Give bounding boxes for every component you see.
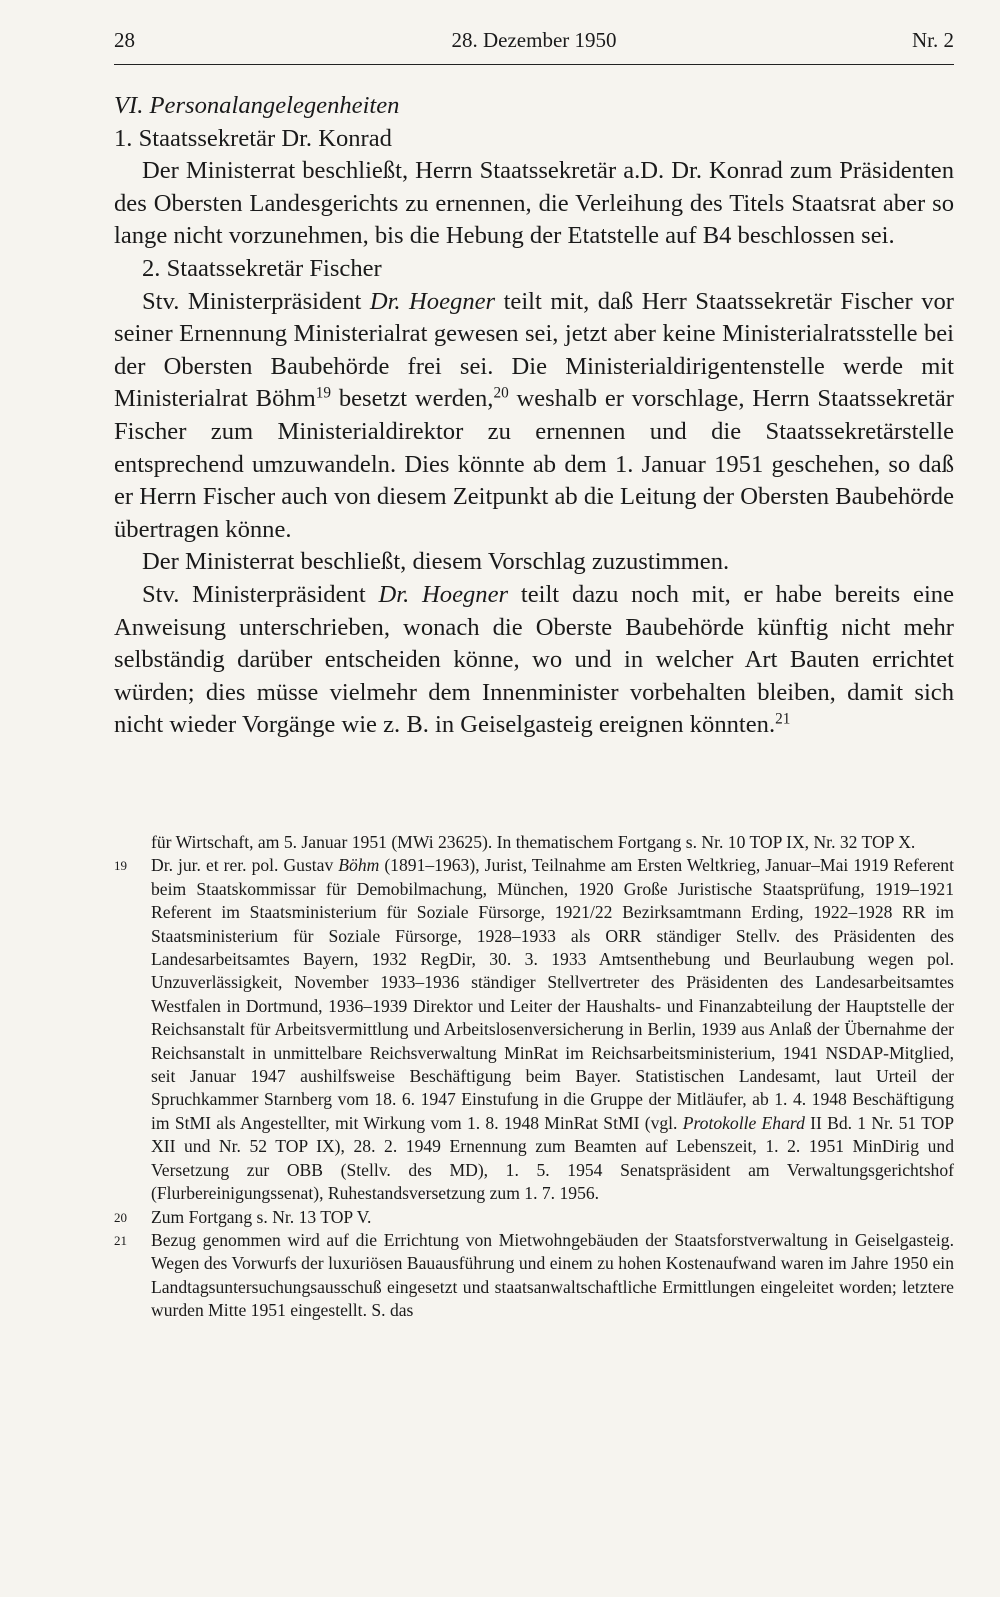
- person-name: Böhm: [338, 855, 380, 876]
- text-run: Dr. jur. et rer. pol. Gustav: [151, 855, 339, 876]
- reference-title: Protokolle Ehard: [682, 1112, 805, 1133]
- text-run: II Bd. 1 Nr. 51 TOP XII und Nr. 52 TOP IX), 28. 2. 1949 Ernennung zum Beamten auf Lebenszeit, 1. 2. 1951 MinDirig und Versetzung zur OBB (Stellv. des MD), 1. 5. 1954 Senatspräsident am Verwaltungsgerichtshof (Flurbereinigungssenat), Ruhestandsversetzung zum 1. 7. 1956.: [151, 1112, 955, 1204]
- text-run: (1891–1963), Jurist, Teilnahme am Ersten Weltkrieg, Januar–Mai 1919 Referent beim Staatskommissar für Demobilmachung, München, 1920 Große Juristische Staatsprüfung, 1919–1921 Referent im Staatsministerium für Soziale Fürsorge, 1921/22 Bezirksamtmann Erding, 1922–1928 RR im Staatsministerium für Soziale Fürsorge, 1928–1933 als ORR ständiger Stellv. des Präsidenten des Landesarbeitsamtes Bayern, 1932 RegDir, 30. 3. 1933 Amtsenthebung und Beurlaubung wegen pol. Unzuverlässigkeit, November 1933–1936 ständiger Stellvertreter des Präsidenten des Landesarbeitsamtes Westfalen in Dortmund, 1936–1939 Direktor und Leiter der Haushalts- und Finanzabteilung der Hauptstelle der Reichsanstalt für Arbeitsvermittlung und Arbeitslosenversicherung in Berlin, 1939 aus Anlaß der Übernahme der Reichsanstalt in unmittelbare Reichsverwaltung MinRat im Reichsarbeitsministerium, 1941 NSDAP-Mitglied, seit Januar 1947 aushilfsweise Beschäftigung beim Bayer. Statistischen Landesamt, laut Urteil der Spruchkammer Starnberg vom 18. 6. 1947 Einstufung in die Gruppe der Mitläufer, ab 1. 4. 1948 Beschäftigung im StMI als Angestellter, mit Wirkung vom 1. 8. 1948 MinRat StMI (vgl.: [151, 855, 954, 1133]
- text-run: teilt dazu noch mit, er habe bereits eine Anweisung unterschrieben, wonach die Oberste Baubehörde künftig nicht mehr selbständig darüber entscheiden könne, wo und in welcher Art Bauten errichtet würden; dies müsse vielmehr dem Innenminister vorbehalten bleiben, damit sich nicht wieder Vorgänge wie z. B. in Geiselgasteig ereignen könnten.: [114, 580, 954, 739]
- footnote-number: 20: [114, 1209, 127, 1225]
- footnotes: [114, 831, 954, 1323]
- text-run: Bezug genommen wird auf die Errichtung von Mietwohngebäuden der Staatsforstverwaltung in Geiselgasteig. Wegen des Vorwurfs der luxuriösen Bauausführung und einem zu hohen Kostenaufwand waren im Jahre 1950 ein Landtagsuntersuchungsausschuß eingesetzt und staatsanwaltschaftliche Ermittlungen eingeleitet worden; letztere wurden Mitte 1951 eingestellt. S. das: [151, 1229, 954, 1321]
- item-title: 1. Staatssekretär Dr. Konrad: [114, 124, 392, 152]
- footnote: [114, 1229, 954, 1323]
- text-run: besetzt werden,: [331, 385, 494, 413]
- person-name: Dr. Hoegner: [378, 580, 509, 608]
- paragraph: [114, 286, 954, 547]
- person-name: Dr. Hoegner: [369, 287, 496, 315]
- header-date: 28. Dezember 1950: [451, 28, 617, 52]
- paragraph: Der Ministerrat beschließt, Herrn Staatssekretär a.D. Dr. Konrad zum Präsidenten des Obersten Landesgerichts zu ernennen, die Verleihung des Titels Staatsrat aber so lange nicht vorzunehmen, bis die Hebung der Etatstelle auf B4 beschlossen sei.: [114, 157, 954, 250]
- footnote-continued: für Wirtschaft, am 5. Januar 1951 (MWi 23625). In thematischem Fortgang s. Nr. 10 TOP IX, Nr. 32 TOP X.: [151, 832, 916, 852]
- footnote: [114, 1206, 954, 1229]
- main-text: [114, 90, 954, 742]
- item-title: 2. Staatssekretär Fischer: [142, 254, 382, 282]
- text-run: Stv. Ministerpräsident: [142, 580, 379, 608]
- footnote-number: 19: [114, 858, 127, 874]
- footnote-ref[interactable]: 21: [775, 710, 791, 728]
- running-header: [114, 28, 954, 64]
- paragraph: Der Ministerrat beschließt, diesem Vorschlag zuzustimmen.: [142, 548, 730, 576]
- footnote-ref[interactable]: 19: [315, 384, 332, 402]
- header-rule: [114, 64, 954, 65]
- footnote-ref[interactable]: 20: [493, 384, 509, 402]
- text-run: weshalb er vorschlage, Herrn Staatssekretär Fischer zum Ministerialdirektor zu ernennen und die Staatssekretärstelle entsprechend umzuwandeln. Dies könnte ab dem 1. Januar 1951 geschehen, so daß er Herrn Fischer auch von diesem Zeitpunkt ab die Leitung der Obersten Baubehörde übertragen könne.: [114, 385, 955, 543]
- text-run: Stv. Ministerpräsident: [142, 287, 370, 315]
- footnote: [114, 854, 954, 1205]
- paragraph: [114, 579, 954, 742]
- text-run: Zum Fortgang s. Nr. 13 TOP V.: [151, 1206, 372, 1227]
- section-heading: VI. Personalangelegenheiten: [114, 92, 400, 119]
- footnote-number: 21: [114, 1232, 127, 1248]
- text-run: teilt mit, daß Herr Staatssekretär Fischer vor seiner Ernennung Ministerialrat gewesen sei, jetzt aber keine Ministerialratsstelle bei der Obersten Baubehörde frei sei. Die Ministerialdirigentenstelle werde mit Ministerialrat Böhm: [114, 287, 954, 413]
- page-number: 28: [114, 28, 135, 52]
- issue-number: Nr. 2: [912, 28, 954, 52]
